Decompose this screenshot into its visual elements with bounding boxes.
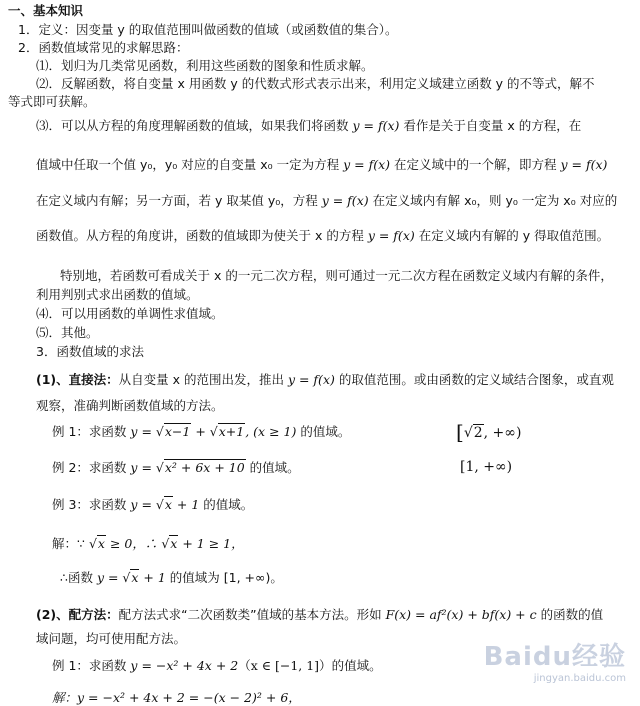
answer-1	[456, 418, 521, 442]
sqrt-term: √x−1	[155, 424, 191, 439]
idea-1: ⑴．划归为几类常见函数，利用这些函数的图象和性质求解。	[36, 58, 374, 73]
function-expression: y = f(x)	[287, 372, 335, 387]
example-lead: 例 1：求函数	[52, 424, 131, 439]
idea-3-line-d	[36, 228, 609, 244]
answer-2: [1, +∞)	[460, 459, 513, 475]
radicand: x−1	[164, 424, 191, 439]
sqrt-term: √x	[155, 497, 172, 512]
example-1	[52, 424, 350, 440]
method-1-text: 的取值范围。或由函数的定义域结合图象，或直观	[334, 372, 614, 387]
method-1-line-a	[36, 372, 614, 388]
sqrt-term: √x² + 6x + 10	[155, 460, 245, 475]
method-2-example-1	[52, 658, 382, 674]
math-y: y =	[130, 424, 156, 439]
domain-condition: （x ∈ [−1, 1]）	[238, 658, 332, 673]
radicand: x	[131, 570, 139, 585]
method-2-solution: 解：y = −x² + 4x + 2 = −(x − 2)² + 6，	[52, 690, 301, 705]
solution-lead: ∴函数	[60, 570, 97, 585]
method-2-text: 的函数的值	[536, 607, 604, 622]
idea-3-line-a	[36, 118, 581, 134]
sqrt-term: √x+1	[209, 424, 245, 439]
math-y: y =	[130, 460, 156, 475]
domain-condition: , (x ≥ 1)	[245, 424, 297, 439]
math-rest: + 1	[172, 497, 200, 512]
math-y: y =	[130, 497, 156, 512]
math-y: y =	[96, 570, 123, 585]
method-2-line-a	[36, 607, 603, 623]
idea-2-line-b: 等式即可获解。	[8, 94, 96, 109]
example-tail: 的值域。	[331, 658, 382, 673]
example-lead: 例 3：求函数	[52, 497, 131, 512]
sqrt-term: √x	[122, 570, 139, 585]
radicand: 2	[473, 425, 483, 441]
math-rest: + 1 ≥ 1，	[178, 536, 244, 551]
answer-bracket: [	[456, 420, 464, 444]
radicand: x	[164, 497, 172, 512]
special-case-line-b: 利用判别式求出函数的值域。	[36, 287, 199, 302]
radicand: x	[170, 536, 178, 551]
function-expression: y = f(x)	[321, 193, 369, 208]
method-2-label: (2)、配方法：	[36, 607, 119, 622]
solution-tail: 的值域为 [1, +∞)。	[165, 570, 283, 585]
idea-5: ⑸．其他。	[36, 325, 99, 340]
methods-heading: 3．函数值域的求法	[36, 344, 144, 359]
idea-3-line-b	[36, 157, 607, 173]
method-1-text: 从自变量 x 的范围出发，推出	[118, 372, 288, 387]
idea-3-text: 在定义域中的一个解，即方程	[390, 157, 561, 172]
example-expression: y = −x² + 4x + 2	[130, 658, 239, 673]
idea-3-text: 看作是关于自变量 x 的方程，在	[399, 118, 582, 133]
example-lead: 例 2：求函数	[52, 460, 131, 475]
example-tail: 的值域。	[199, 497, 254, 512]
idea-3-text: 在定义域内有解；另一方面，若 y 取某值 y₀，方程	[36, 193, 322, 208]
function-expression: y = f(x)	[367, 228, 415, 243]
method-2-formula: F(x) = af²(x) + bf(x) + c	[385, 607, 537, 622]
idea-3-text: 在定义域内有解 x₀，则 y₀ 一定为 x₀ 对应的	[368, 193, 618, 208]
idea-4: ⑷．可以用函数的单调性求值域。	[36, 306, 224, 321]
sqrt-term: √x	[88, 536, 105, 551]
definition-line: 1．定义：因变量 y 的取值范围叫做函数的值域（或函数值的集合）。	[18, 22, 398, 37]
radicand: x+1	[218, 424, 245, 439]
answer-rest: , +∞)	[483, 425, 522, 441]
function-expression: y = f(x)	[560, 157, 608, 172]
solution-line-b	[60, 570, 283, 586]
sqrt-term: √x	[161, 536, 178, 551]
example-tail: 的值域。	[296, 424, 351, 439]
example-2	[52, 460, 300, 476]
radicand: x² + 6x + 10	[164, 460, 245, 475]
idea-3-text: ⑶．可以从方程的角度理解函数的值域，如果我们将函数	[36, 118, 353, 133]
math-op: ≥ 0，∴	[105, 536, 162, 551]
method-1-line-b: 观察，准确判断函数值域的方法。	[36, 398, 224, 413]
example-lead: 例 1：求函数	[52, 658, 131, 673]
ideas-heading: 2．函数值域常见的求解思路：	[18, 40, 189, 55]
idea-2-line-a: ⑵．反解函数，将自变量 x 用函数 y 的代数式形式表示出来，利用定义域建立函数 y 的不等式，解不	[36, 76, 595, 91]
example-tail: 的值域。	[245, 460, 300, 475]
idea-3-line-c	[36, 193, 617, 209]
sqrt-term: √2	[463, 425, 483, 441]
math-rest: + 1	[139, 570, 166, 585]
watermark-url: jingyan.baidu.com	[533, 673, 626, 684]
radicand: x	[97, 536, 105, 551]
example-3	[52, 497, 253, 513]
math-op: +	[191, 424, 210, 439]
section-title: 一、基本知识	[8, 3, 84, 18]
idea-3-text: 在定义域内有解的 y 得取值范围。	[414, 228, 610, 243]
special-case-line-a: 特别地，若函数可看成关于 x 的一元二次方程，则可通过一元二次方程在函数定义域内有解的条件，	[60, 268, 613, 283]
watermark-logo: Baidu经验	[483, 642, 626, 672]
baidu-watermark	[484, 636, 626, 684]
idea-3-text: 函数值。从方程的角度讲，函数的值域即为使关于 x 的方程	[36, 228, 368, 243]
method-1-label: (1)、直接法：	[36, 372, 119, 387]
solution-lead: 解：∵	[52, 536, 89, 551]
function-expression: y = f(x)	[352, 118, 400, 133]
solution-line-a	[52, 536, 244, 552]
function-expression: y = f(x)	[343, 157, 391, 172]
idea-3-text: 值域中任取一个值 y₀，y₀ 对应的自变量 x₀ 一定为方程	[36, 157, 344, 172]
method-2-text: 配方法式求“二次函数类”值域的基本方法。形如	[118, 607, 386, 622]
method-2-line-b: 域问题，均可使用配方法。	[36, 631, 187, 646]
